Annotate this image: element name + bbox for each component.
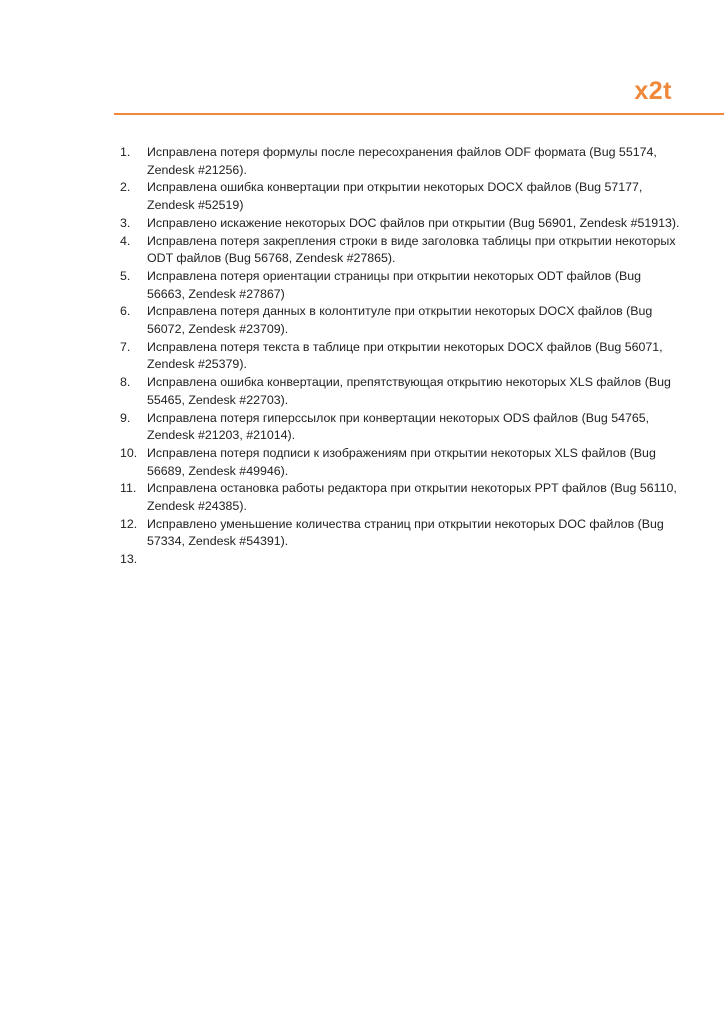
- item-text: Исправлена потеря гиперссылок при конвертации некоторых ODS файлов (Bug 54765, Zendesk #21203, #21014).: [147, 410, 650, 443]
- item-number: 10.: [120, 445, 138, 460]
- item-number: 13.: [120, 552, 138, 567]
- item-number: 9.: [120, 410, 131, 425]
- changelog-list: [120, 144, 680, 569]
- item-text: Исправлена потеря данных в колонтитуле при открытии некоторых DOCX файлов (Bug 56072, Zendesk #23709).: [147, 304, 653, 337]
- item-text: Исправлено искажение некоторых DOC файлов при открытии (Bug 56901, Zendesk #51913).: [147, 215, 680, 230]
- changelog-item: [120, 303, 680, 338]
- item-text: Исправлена потеря закрепления строки в виде заголовка таблицы при открытии некоторых ODT файлов (Bug 56768, Zendesk #27865).: [147, 233, 676, 266]
- changelog-item: [120, 179, 680, 214]
- item-number: 3.: [120, 215, 131, 230]
- item-text: Исправлена потеря подписи к изображениям при открытии некоторых XLS файлов (Bug 56689, Zendesk #49946).: [147, 445, 656, 478]
- item-number: 12.: [120, 516, 138, 531]
- changelog-item: [120, 445, 680, 480]
- item-text: Исправлена потеря ориентации страницы при открытии некоторых ODT файлов (Bug 56663, Zendesk #27867): [147, 268, 642, 301]
- item-number: 5.: [120, 268, 131, 283]
- item-text: Исправлена потеря текста в таблице при открытии некоторых DOCX файлов (Bug 56071, Zendesk #25379).: [147, 339, 663, 372]
- changelog-item: [120, 551, 680, 569]
- header-divider: [114, 113, 724, 115]
- item-text: Исправлена потеря формулы после пересохранения файлов ODF формата (Bug 55174, Zendesk #21256).: [147, 145, 657, 177]
- item-number: 8.: [120, 375, 131, 390]
- changelog-item: [120, 410, 680, 445]
- item-number: 11.: [120, 481, 137, 496]
- item-number: 2.: [120, 180, 131, 195]
- x2t-logo: x2t: [634, 77, 672, 105]
- item-number: 7.: [120, 339, 131, 354]
- item-text: Исправлено уменьшение количества страниц при открытии некоторых DOC файлов (Bug 57334, Zendesk #54391).: [147, 516, 664, 549]
- item-text: Исправлена ошибка конвертации, препятствующая открытию некоторых XLS файлов (Bug 55465, Zendesk #22703).: [147, 375, 671, 407]
- changelog-item: [120, 215, 680, 233]
- changelog-item: [120, 233, 680, 268]
- changelog-item: [120, 144, 680, 179]
- item-number: 6.: [120, 304, 131, 319]
- item-number: 1.: [120, 145, 131, 159]
- changelog-item: [120, 516, 680, 551]
- changelog-item: [120, 268, 680, 303]
- item-number: 4.: [120, 233, 131, 248]
- item-text: Исправлена ошибка конвертации при открытии некоторых DOCX файлов (Bug 57177, Zendesk #52519): [147, 180, 643, 213]
- changelog-item: [120, 374, 680, 409]
- changelog-item: [120, 480, 680, 515]
- item-text: Исправлена остановка работы редактора при открытии некоторых PPT файлов (Bug 56110, Zendesk #24385).: [147, 481, 677, 514]
- changelog-item: [120, 339, 680, 374]
